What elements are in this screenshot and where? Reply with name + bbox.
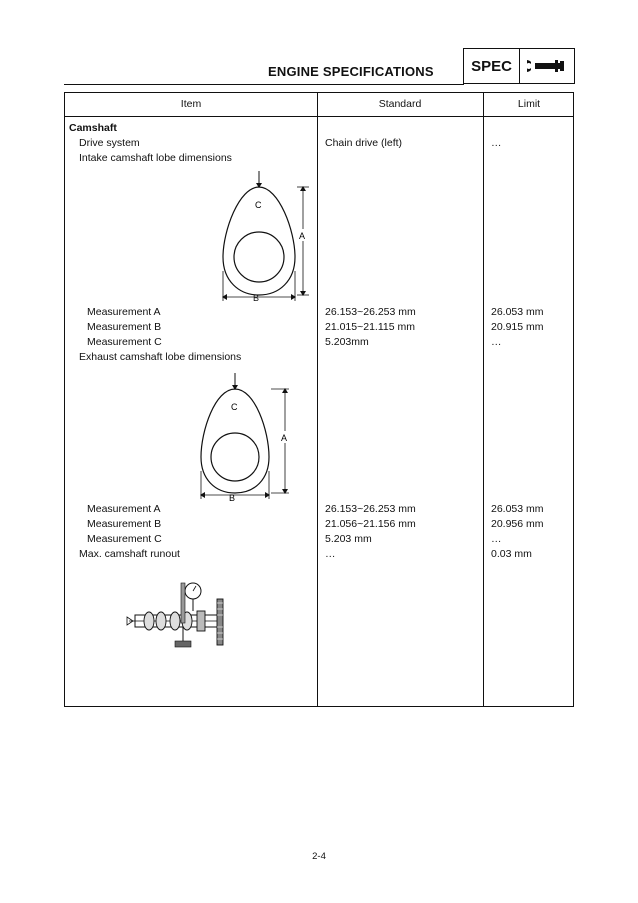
exhaust-a-label: Measurement A bbox=[87, 503, 161, 515]
drive-system-label: Drive system bbox=[79, 137, 140, 149]
header-rule bbox=[64, 84, 464, 85]
label-a: A bbox=[281, 433, 288, 443]
section-title: Camshaft bbox=[69, 122, 117, 134]
column-header-item: Item bbox=[180, 98, 202, 110]
exhaust-a-limit: 26.053 mm bbox=[491, 503, 544, 515]
intake-a-standard: 26.153~26.253 mm bbox=[325, 306, 416, 318]
intake-b-label: Measurement B bbox=[87, 321, 162, 333]
intake-c-standard: 5.203mm bbox=[325, 336, 369, 348]
intake-title: Intake camshaft lobe dimensions bbox=[79, 152, 232, 164]
spec-badge bbox=[463, 48, 520, 84]
page-title: ENGINE SPECIFICATIONS bbox=[268, 64, 434, 79]
exhaust-b-standard: 21.056~21.156 mm bbox=[325, 518, 416, 530]
exhaust-lobe-diagram bbox=[189, 373, 299, 503]
label-a: A bbox=[299, 231, 306, 241]
column-header-standard: Standard bbox=[378, 98, 422, 110]
column-divider bbox=[483, 93, 484, 706]
runout-label: Max. camshaft runout bbox=[79, 548, 180, 560]
column-header-limit: Limit bbox=[517, 98, 541, 110]
intake-c-label: Measurement C bbox=[87, 336, 162, 348]
label-b: B bbox=[229, 493, 236, 503]
intake-c-limit: … bbox=[491, 336, 502, 348]
intake-a-limit: 26.053 mm bbox=[491, 306, 544, 318]
intake-b-standard: 21.015~21.115 mm bbox=[325, 321, 415, 333]
column-divider bbox=[317, 93, 318, 706]
runout-measurement-illustration bbox=[123, 577, 255, 659]
header-divider bbox=[65, 116, 573, 117]
spec-label: SPEC bbox=[471, 57, 512, 75]
intake-b-limit: 20.915 mm bbox=[491, 321, 544, 333]
exhaust-c-standard: 5.203 mm bbox=[325, 533, 372, 545]
drive-system-standard: Chain drive (left) bbox=[325, 137, 403, 149]
drive-system-limit: … bbox=[491, 137, 502, 149]
label-b: B bbox=[253, 293, 260, 303]
runout-standard: … bbox=[325, 548, 336, 560]
wrench-icon bbox=[527, 56, 567, 76]
exhaust-b-label: Measurement B bbox=[87, 518, 162, 530]
exhaust-title: Exhaust camshaft lobe dimensions bbox=[79, 351, 242, 363]
exhaust-c-limit: … bbox=[491, 533, 502, 545]
wrench-badge bbox=[519, 48, 575, 84]
exhaust-c-label: Measurement C bbox=[87, 533, 162, 545]
spec-table bbox=[64, 92, 574, 707]
page-number: 2-4 bbox=[312, 851, 326, 862]
exhaust-a-standard: 26.153~26.253 mm bbox=[325, 503, 416, 515]
intake-a-label: Measurement A bbox=[87, 306, 161, 318]
intake-lobe-diagram bbox=[205, 171, 315, 303]
label-c: C bbox=[231, 402, 238, 412]
label-c: C bbox=[255, 200, 262, 210]
exhaust-b-limit: 20.956 mm bbox=[491, 518, 544, 530]
runout-limit: 0.03 mm bbox=[491, 548, 532, 560]
